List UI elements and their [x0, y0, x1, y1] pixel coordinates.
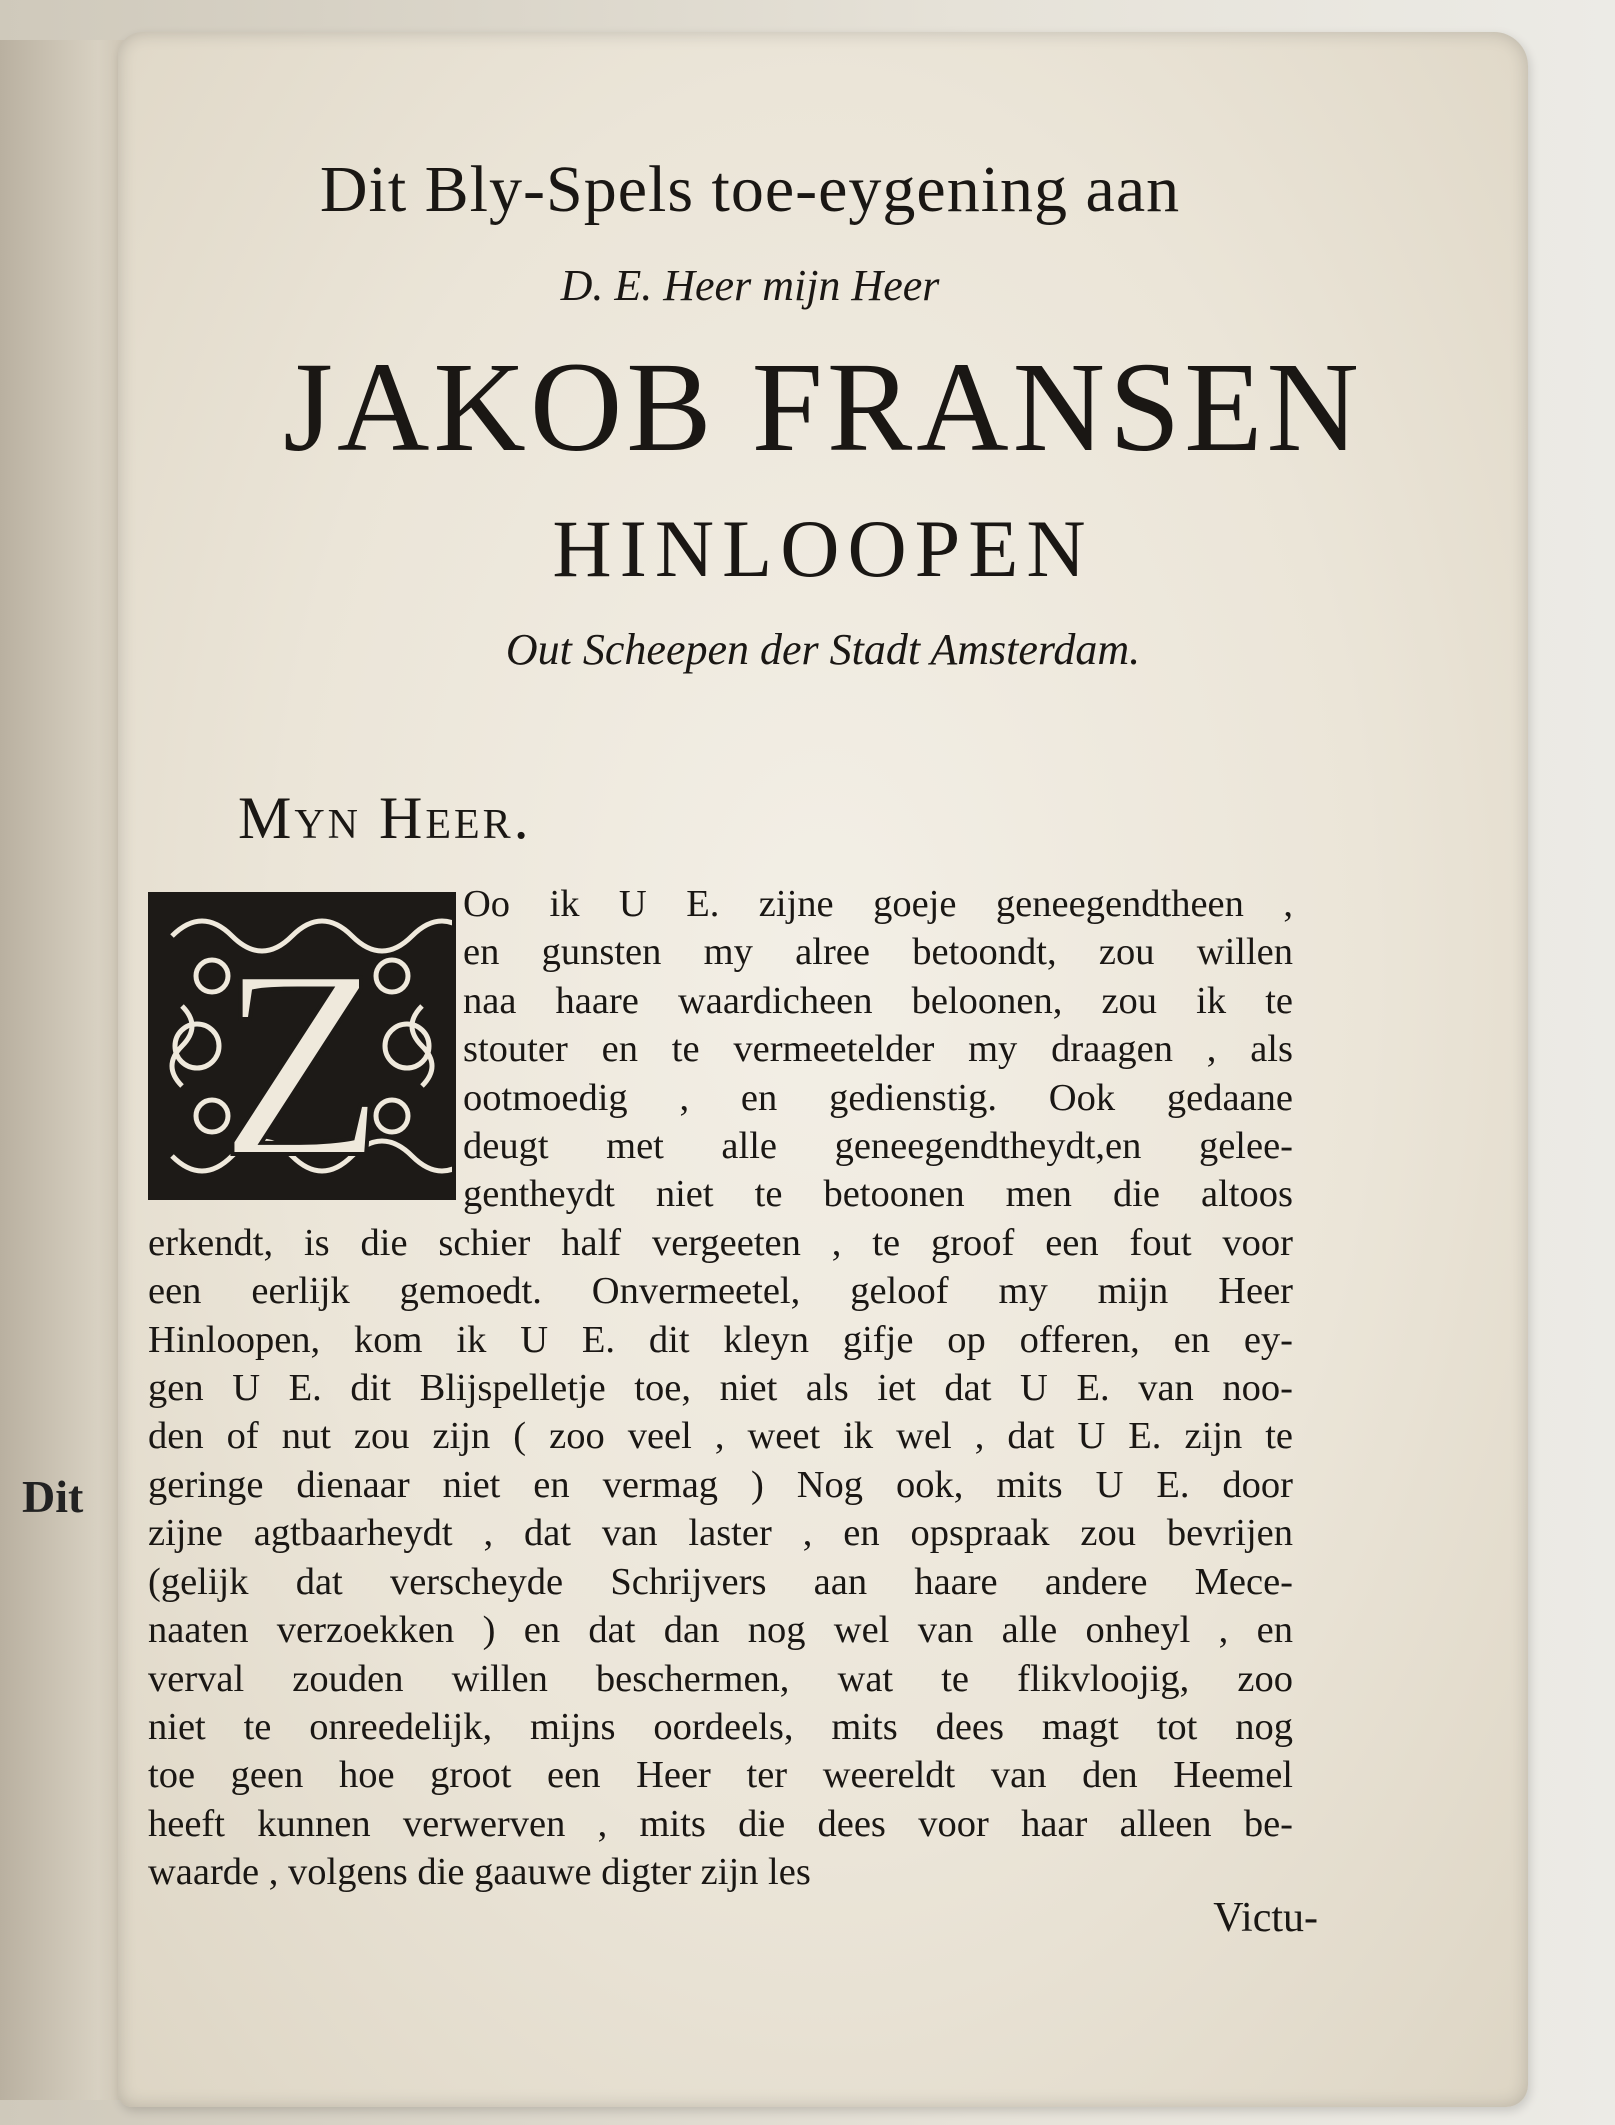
- catchword: Victu-: [1213, 1895, 1318, 1941]
- body-line: en gunsten my alree betoondt, zou willen: [463, 931, 1293, 974]
- body-line: deugt met alle geneegendtheydt,en gelee-: [463, 1125, 1293, 1168]
- initial-letter: Z: [219, 914, 385, 1196]
- body-line: niet te onreedelijk, mijns oordeels, mits dees magt tot nog: [148, 1705, 1293, 1748]
- dedicatee-name: JAKOB FRANSEN: [283, 336, 1363, 478]
- body-line: Hinloopen, kom ik U E. dit kleyn gifje op offeren, en ey-: [148, 1318, 1293, 1361]
- body-line: stouter en te vermeetelder my draagen , als: [463, 1028, 1293, 1071]
- body-line: (gelijk dat verscheyde Schrijvers aan haare andere Mece-: [148, 1560, 1293, 1603]
- body-line: waarde , volgens die gaauwe digter zijn les: [148, 1851, 811, 1894]
- body-line: naa haare waardicheen beloonen, zou ik te: [463, 979, 1293, 1022]
- body-line: Oo ik U E. zijne goeje geneegendtheen ,: [463, 883, 1293, 925]
- body-line: den of nut zou zijn ( zoo veel , weet ik wel , dat U E. zijn te: [148, 1415, 1293, 1458]
- page-content: [118, 32, 1528, 2107]
- salutation: Myn Heer.: [238, 785, 532, 851]
- dedication-heading: Dit Bly-Spels toe-eygening aan: [319, 153, 1181, 226]
- body-line: een eerlijk gemoedt. Onvermeetel, geloof my mijn Heer: [148, 1270, 1293, 1313]
- body-line: ootmoedig , en gedienstig. Ook gedaane: [463, 1076, 1293, 1119]
- body-line: heeft kunnen verwerven , mits die dees voor haar alleen be-: [148, 1802, 1293, 1845]
- body-line: naaten verzoekken ) en dat dan nog wel van alle onheyl , en: [148, 1609, 1293, 1652]
- dedicatee-surname: HINLOOPEN: [552, 503, 1094, 594]
- body-line: zijne agtbaarheydt , dat van laster , en opspraak zou bevrijen: [148, 1512, 1293, 1555]
- body-line: verval zouden willen beschermen, wat te flikvloojig, zoo: [148, 1657, 1293, 1700]
- dedication-honorific: D. E. Heer mijn Heer: [560, 261, 940, 310]
- dedicatee-office: Out Scheepen der Stadt Amsterdam.: [505, 625, 1141, 674]
- body-line: gentheydt niet te betoonen men die altoos: [463, 1173, 1293, 1216]
- body-line: geringe dienaar niet en vermag ) Nog ook, mits U E. door: [148, 1463, 1293, 1506]
- body-line: erkendt, is die schier half vergeeten , te groof een fout voor: [148, 1221, 1293, 1264]
- book-page: [118, 32, 1528, 2107]
- left-page-fragment: Dit: [22, 1471, 84, 1522]
- body-line: toe geen hoe groot een Heer ter weereldt van den Heemel: [148, 1754, 1293, 1797]
- dedication-body: [148, 880, 1293, 1897]
- body-line: gen U E. dit Blijspelletje toe, niet als iet dat U E. van noo-: [148, 1367, 1293, 1410]
